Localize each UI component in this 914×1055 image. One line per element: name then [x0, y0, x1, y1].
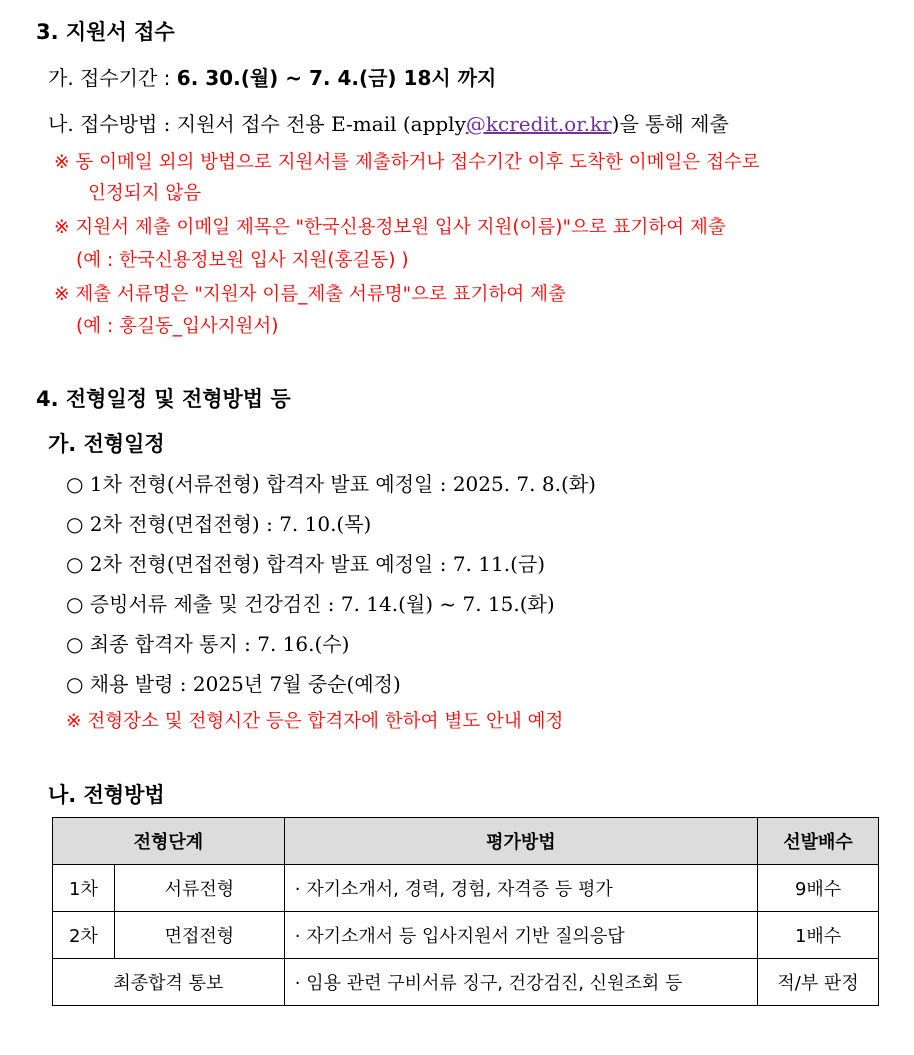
note-3: ※ 제출 서류명은 "지원자 이름_제출 서류명"으로 표기하여 제출	[54, 284, 566, 305]
schedule-item: ○ 2차 전형(면접전형) 합격자 발표 예정일 : 7. 11.(금)	[66, 552, 545, 576]
schedule-title: 가. 전형일정	[48, 432, 165, 456]
note-2: ※ 지원서 제출 이메일 제목은 "한국신용정보원 입사 지원(이름)"으로 표기하여 제출	[54, 217, 726, 238]
row-ratio: 9배수	[758, 865, 879, 912]
row-step: 2차	[53, 912, 115, 959]
schedule-item: ○ 증빙서류 제출 및 건강검진 : 7. 14.(월) ~ 7. 15.(화)	[66, 592, 555, 616]
schedule-item: ○ 채용 발령 : 2025년 7월 중순(예정)	[66, 672, 401, 696]
final-ratio: 적/부 판정	[758, 959, 879, 1006]
method-suffix: )을 통해 제출	[611, 112, 729, 136]
final-method: · 임용 관련 구비서류 징구, 건강검진, 신원조회 등	[284, 959, 757, 1006]
period-label: 가. 접수기간 :	[48, 66, 177, 90]
row-ratio: 1배수	[758, 912, 879, 959]
method-line	[48, 108, 729, 137]
period-value: 6. 30.(월) ~ 7. 4.(금) 18시 까지	[176, 66, 497, 90]
schedule-note: ※ 전형장소 및 전형시간 등은 합격자에 한하여 별도 안내 예정	[66, 711, 564, 732]
row-method: · 자기소개서 등 입사지원서 기반 질의응답	[284, 912, 757, 959]
table-row	[53, 912, 879, 959]
row-name: 면접전형	[114, 912, 284, 959]
header-ratio: 선발배수	[758, 818, 879, 865]
email-link[interactable]: @kcredit.or.kr	[465, 112, 612, 136]
final-name: 최종합격 통보	[53, 959, 285, 1006]
table-header-row	[53, 818, 879, 865]
section3-title: 3. 지원서 접수	[36, 20, 175, 44]
schedule-item: ○ 2차 전형(면접전형) : 7. 10.(목)	[66, 512, 372, 536]
header-method: 평가방법	[284, 818, 757, 865]
table-row	[53, 865, 879, 912]
method-label: 나. 접수방법 : 지원서 접수 전용 E-mail (apply	[48, 112, 466, 136]
schedule-item: ○ 최종 합격자 통지 : 7. 16.(수)	[66, 632, 350, 656]
schedule-item: ○ 1차 전형(서류전형) 합격자 발표 예정일 : 2025. 7. 8.(화)	[66, 472, 596, 496]
header-step: 전형단계	[53, 818, 285, 865]
note-3-example: (예 : 홍길동_입사지원서)	[76, 316, 279, 337]
row-method: · 자기소개서, 경력, 경험, 자격증 등 평가	[284, 865, 757, 912]
method-title: 나. 전형방법	[48, 783, 165, 807]
note-1: ※ 동 이메일 외의 방법으로 지원서를 제출하거나 접수기간 이후 도착한 이메일은 접수로	[54, 152, 760, 173]
period-line	[48, 62, 496, 91]
section4-title: 4. 전형일정 및 전형방법 등	[36, 387, 291, 411]
row-name: 서류전형	[114, 865, 284, 912]
table-row-final	[53, 959, 879, 1006]
note-1-cont: 인정되지 않음	[88, 183, 202, 204]
note-2-example: (예 : 한국신용정보원 입사 지원(홍길동) )	[76, 250, 409, 271]
selection-method-table	[52, 817, 879, 1006]
row-step: 1차	[53, 865, 115, 912]
